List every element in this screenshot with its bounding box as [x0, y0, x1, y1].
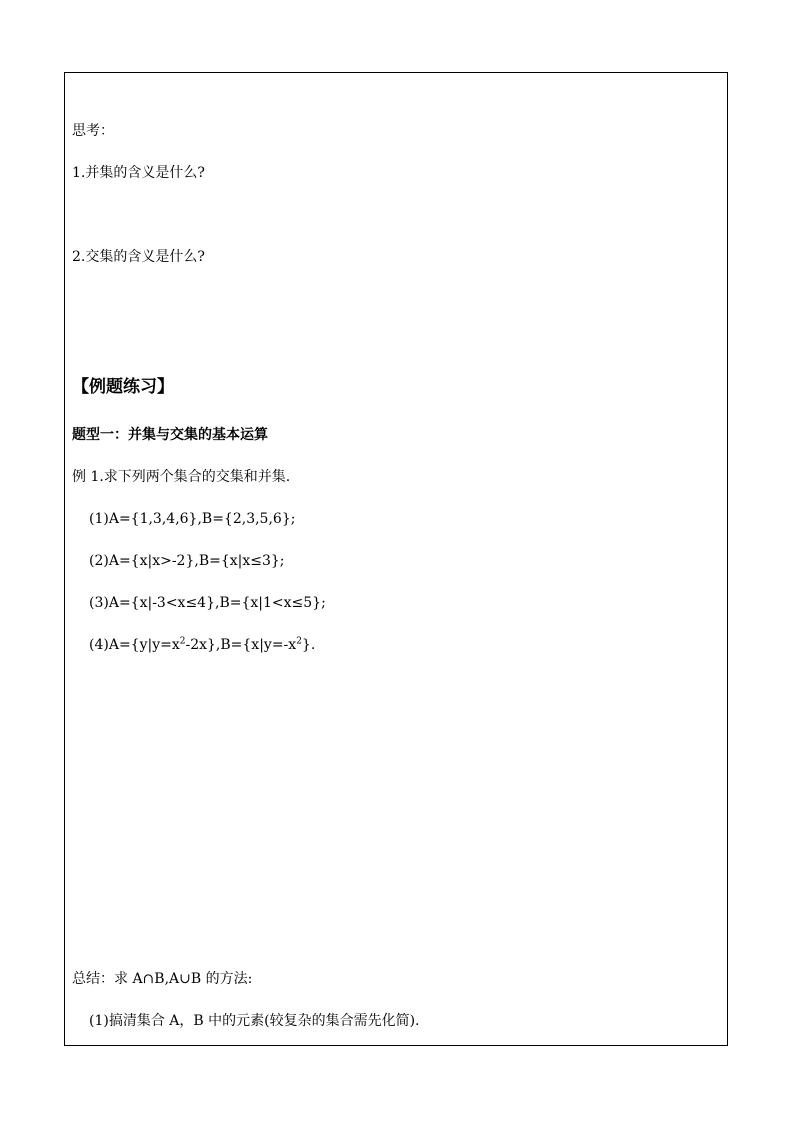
example-1-stem: 例 1.求下列两个集合的交集和并集.	[72, 469, 291, 485]
question-1: 1.并集的含义是什么?	[72, 165, 205, 181]
example-item-3: (3)A={x|-3<x≤4},B={x|1<x≤5};	[89, 595, 326, 611]
type-1-title: 题型一：并集与交集的基本运算	[72, 427, 268, 443]
example-item-2: (2)A={x|x>-2},B={x|x≤3};	[89, 553, 285, 569]
example-item-1: (1)A={1,3,4,6},B={2,3,5,6};	[89, 511, 296, 527]
think-label: 思考：	[72, 123, 114, 139]
item-4-exponent-1: 2	[179, 636, 186, 647]
summary-label: 总结：求 A∩B,A∪B 的方法:	[72, 971, 253, 987]
item-4-part-c: }.	[301, 637, 316, 653]
item-4-exponent-2: 2	[296, 636, 302, 647]
item-4-part-a: (4)A={y|y=x	[89, 637, 180, 653]
summary-point-1: (1)搞清集合 A，B 中的元素(较复杂的集合需先化简).	[89, 1013, 420, 1029]
item-4-part-b: -2x},B={x|y=-x	[185, 637, 297, 653]
question-2: 2.交集的含义是什么?	[72, 249, 205, 265]
section-heading: 【例题练习】	[72, 377, 174, 397]
example-item-4	[89, 636, 315, 654]
